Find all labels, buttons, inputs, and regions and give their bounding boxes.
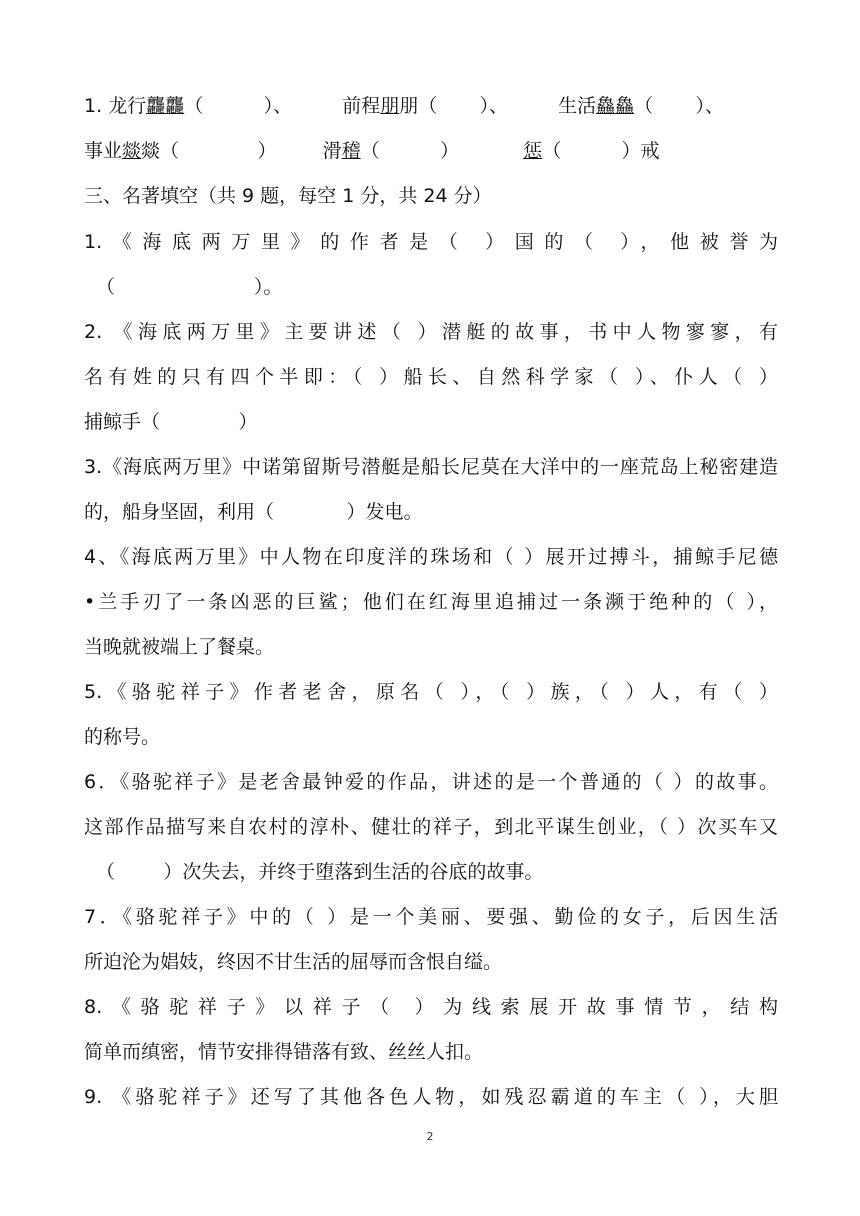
text-line-16: 7．《骆驼祥子》中的（ ）是一个美丽、要强、勤俭的女子，后因生活 [84, 906, 778, 928]
text-line-5: 捕鲸手（ ） [84, 411, 258, 433]
item-6-underlined: 惩 [523, 140, 543, 162]
question-1-number: 1. [84, 95, 109, 117]
text-line-8: 4、《海底两万里》中人物在印度洋的珠场和（ ）展开过搏斗，捕鲸手尼德 [84, 546, 778, 568]
item-2-underlined: 朋 [380, 95, 400, 117]
text-line-9: •兰手刃了一条凶恶的巨鲨；他们在红海里追捕过一条濒于绝种的（ ）， [84, 591, 778, 613]
question-1-row-2 [84, 137, 778, 165]
section-3-heading: 三、名著填空（共 9 题，每空 1 分，共 24 分） [84, 185, 492, 207]
page-number: 2 [426, 1130, 434, 1143]
text-line-2: （ ）。 [96, 276, 283, 298]
text-line-3: 2. 《海底两万里》主要讲述（ ）潜艇的故事，书中人物寥寥，有 [84, 321, 778, 343]
item-4-blank: 燚（ ） [141, 140, 277, 162]
text-line-14: 这部作品描写来自农村的淳朴、健壮的祥子，到北平谋生创业，（ ）次买车又 [84, 816, 778, 838]
item-5-blank: （ ） [360, 140, 460, 162]
item-4-underlined: 燚 [122, 140, 142, 162]
text-line-20: 9. 《骆驼祥子》还写了其他各色人物，如残忍霸道的车主（ ），大胆 [84, 1086, 778, 1108]
text-line-6: 3.《海底两万里》中诺第留斯号潜艇是船长尼莫在大洋中的一座荒岛上秘密建造 [84, 456, 778, 478]
item-2-blank: 朋（ ）、 [399, 95, 509, 117]
text-line-15: （ ）次失去，并终于堕落到生活的谷底的故事。 [96, 861, 544, 883]
item-5-label: 滑 [322, 140, 342, 162]
item-1-underlined: 龘龘 [146, 95, 185, 117]
item-1-label: 龙行 [108, 95, 147, 117]
text-line-19: 简单而缜密，情节安排得错落有致、丝丝人扣。 [84, 1041, 484, 1063]
item-3-underlined: 鱻鱻 [596, 95, 635, 117]
text-line-1: 1.《海底两万里》的作者是（ ）国的（ ），他被誉为 [84, 231, 778, 253]
text-line-7: 的，船身坚固，利用（ ）发电。 [84, 501, 423, 523]
text-line-4: 名有姓的只有四个半即：（ ）船长、自然科学家（ ）、仆人（ ） [84, 366, 778, 388]
item-6-blank: （ ）戒 [542, 140, 660, 162]
item-3-blank: （ ）、 [634, 95, 724, 117]
item-3-label: 生活 [558, 95, 597, 117]
item-1-blank: （ ）、 [184, 95, 293, 117]
item-4-label: 事业 [84, 140, 123, 162]
text-line-12: 的称号。 [84, 726, 161, 748]
item-2-label: 前程 [342, 95, 381, 117]
text-line-10: 当晚就被端上了餐桌。 [84, 636, 275, 658]
text-line-11: 5.《骆驼祥子》作者老舍，原名（ ），（ ）族，（ ）人，有（ ） [84, 681, 778, 703]
text-line-17: 所迫沦为娼妓，终因不甘生活的屈辱而含恨自缢。 [84, 951, 503, 973]
text-line-13: 6．《骆驼祥子》是老舍最钟爱的作品，讲述的是一个普通的（ ）的故事。 [84, 771, 778, 793]
question-1-row-1 [84, 92, 778, 120]
item-5-underlined: 稽 [341, 140, 361, 162]
text-line-18: 8.《骆驼祥子》以祥子（ ）为线索展开故事情节，结构 [84, 996, 778, 1018]
